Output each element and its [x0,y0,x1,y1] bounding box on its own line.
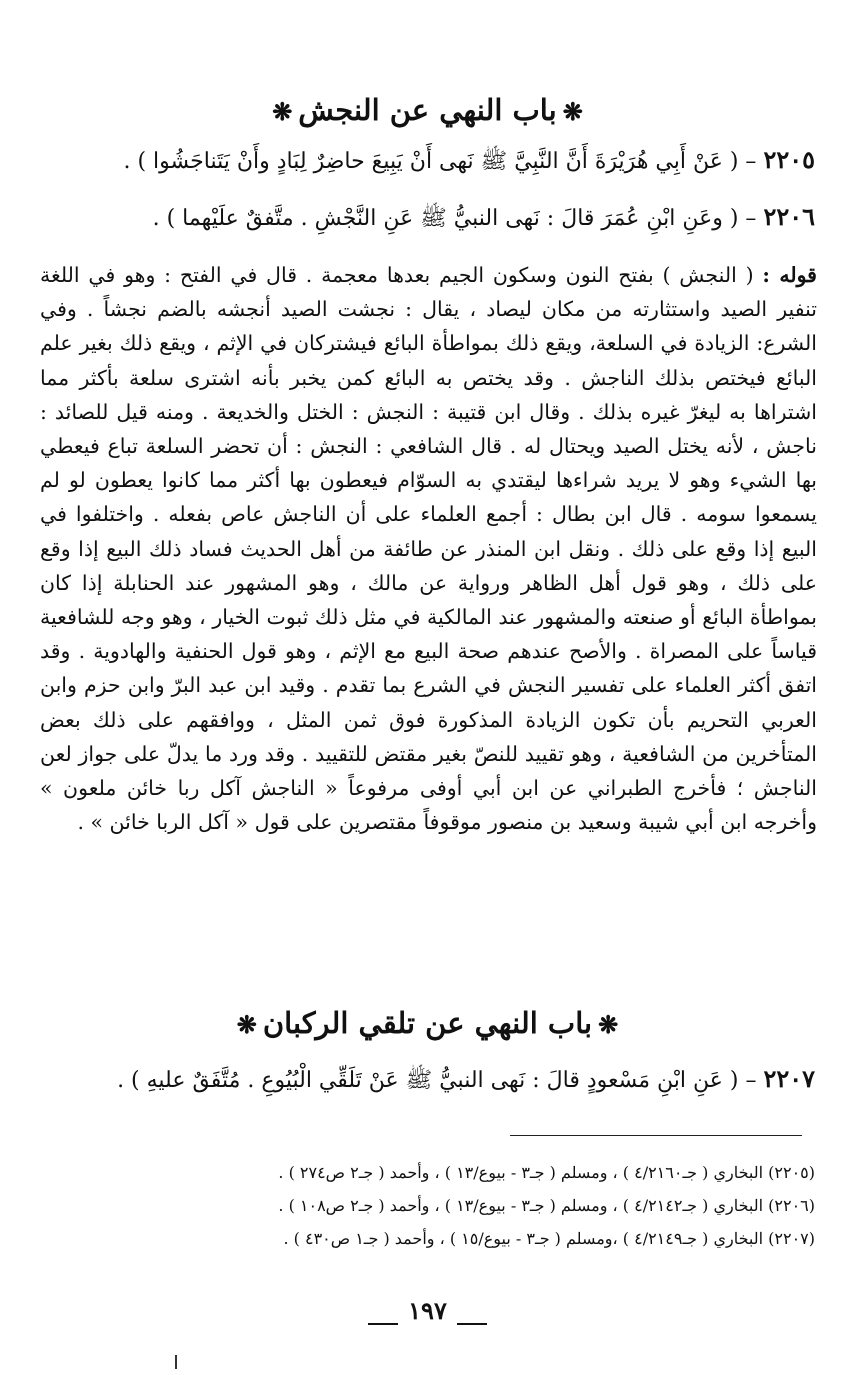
footnote-divider [510,1135,802,1136]
chapter-heading-najsh [40,90,815,132]
commentary-lead: قوله : [762,263,817,287]
hadith-number: ٢٢٠٥ [763,145,815,174]
hadith-text: – ( وعَنِ ابْنِ عُمَرَ قالَ : نَهى النبيُّ ﷺ عَنِ النَّجْشِ . متَّفقٌ علَيْهما ) . [152,206,757,231]
page-number-text: ١٩٧ [408,1296,447,1325]
dash-ornament [368,1323,398,1325]
dash-ornament [457,1323,487,1325]
page-number [0,1296,855,1325]
star-ornament-icon: ❋ [272,97,293,126]
hadith-number: ٢٢٠٧ [763,1064,815,1093]
hadith-text: – ( عَنِ ابْنِ مَسْعودٍ قالَ : نَهى النبيُّ ﷺ عَنْ تَلَقِّي الْبُيُوعِ . مُتَّفَقٌ عليهِ ) . [117,1068,757,1093]
hadith-number: ٢٢٠٦ [763,202,815,231]
commentary-paragraph [40,258,817,839]
footnote-item: (٢٢٠٦) البخاري ( جـ٤/٢١٤٢ ) ، ومسلم ( جـ٣ - بيوع/١٣ ) ، وأحمد ( جـ٢ ص١٠٨ ) . [278,1196,815,1215]
star-ornament-icon: ❋ [598,1010,619,1039]
chapter-title: باب النهي عن تلقي الركبان [262,1006,593,1040]
hadith-text: – ( عَنْ أَبِي هُرَيْرَةَ أَنَّ النَّبِيَّ ﷺ نَهى أَنْ يَبِيعَ حاضِرٌ لِبَادٍ وأَنْ يَتَناجَشُوا ) . [123,149,757,174]
footnote-item: (٢٢٠٧) البخاري ( جـ٤/٢١٤٩ ) ،ومسلم ( جـ٣ - بيوع/١٥ ) ، وأحمد ( جـ١ ص٤٣٠ ) . [283,1229,815,1248]
footnote-item: (٢٢٠٥) البخاري ( جـ٤/٢١٦٠ ) ، ومسلم ( جـ٣ - بيوع/١٣ ) ، وأحمد ( جـ٢ ص٢٧٤ ) . [278,1163,815,1182]
scan-mark [175,1355,177,1369]
hadith-2207 [40,1062,815,1098]
hadith-2206 [40,200,815,236]
hadith-2205 [40,143,815,179]
chapter-heading-rukban [40,1003,815,1045]
star-ornament-icon: ❋ [562,97,583,126]
footnotes [40,1156,815,1255]
chapter-title: باب النهي عن النجش [298,93,557,127]
commentary-text: ( النجش ) بفتح النون وسكون الجيم بعدها معجمة . قال في الفتح : وهو في اللغة تنفير الصيد واستثارته من مكان ليصاد ، يقال : نجشت الصيد أنجشه بالضم نجشاً . وفي الشرع: الزيادة في السلعة، ويقع ذلك بمواطأة البائع فيشتركان في الإثم ، ويقع ذلك بغير علم البائع فيختص بذلك الناجش . وقد يختص به البائع كمن يخبر بأنه اشترى سلعة بأكثر مما اشتراها به ليغرّ غيره بذلك . وقال ابن قتيبة : النجش : الختل والخديعة . ومنه قيل للصائد : ناجش ، لأنه يختل الصيد ويحتال له . قال الشافعي : النجش : أن تحضر السلعة تباع فيعطي بها الشيء وهو لا يريد شراءها ليقتدي به السوّام فيعطون بها أكثر مما كانوا يعطون لو لم يسمعوا سومه . قال ابن بطال : أجمع العلماء على أن الناجش عاص بفعله . واختلفوا في البيع إذا وقع على ذلك . ونقل ابن المنذر عن طائفة من أهل الحديث فساد ذلك البيع إذا وقع على ذلك ، وهو قول أهل الظاهر ورواية عن مالك ، وهو المشهور عند الحنابلة إذا كان بمواطأة البائع أو صنعته والمشهور عند المالكية في مثل ذلك ثبوت الخيار ، وهو وجه للشافعية قياساً على المصراة . والأصح عندهم صحة البيع مع الإثم ، وهو قول الحنفية والهادوية . وقد اتفق أكثر العلماء على تفسير النجش في الشرع بما تقدم . وقيد ابن عبد البرّ وابن حزم وابن العربي التحريم بأن تكون الزيادة المذكورة فوق ثمن المثل ، ووافقهم على ذلك بعض المتأخرين من الشافعية ، وهو تقييد للنصّ بغير مقتض للتقييد . وقد ورد ما يدلّ على جواز لعن الناجش ؛ فأخرج الطبراني عن ابن أبي أوفى مرفوعاً « الناجش آكل ربا خائن ملعون » وأخرجه ابن أبي شيبة وسعيد بن منصور موقوفاً مقتصرين على قول « آكل الربا خائن » . [40,263,817,835]
star-ornament-icon: ❋ [236,1010,257,1039]
